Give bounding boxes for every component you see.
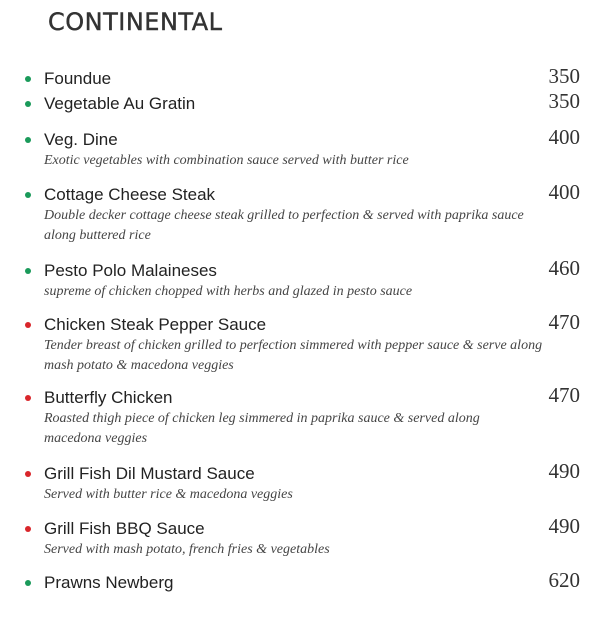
item-name: Foundue [44, 69, 112, 88]
veg-indicator-icon [25, 580, 31, 586]
item-price: 470 [548, 383, 580, 407]
item-name: Vegetable Au Gratin [44, 94, 196, 113]
item-description: Served with butter rice & macedona veggies [44, 487, 293, 502]
veg-indicator-icon [25, 101, 31, 107]
item-price: 620 [548, 568, 580, 592]
item-name: Veg. Dine [44, 130, 118, 149]
item-description: Tender breast of chicken grilled to perfection simmered with pepper sauce & serve along mash potato & macedona veggies [44, 338, 543, 373]
item-price: 350 [548, 89, 580, 113]
item-description: supreme of chicken chopped with herbs and glazed in pesto sauce [44, 284, 413, 299]
veg-indicator-icon [25, 192, 31, 198]
item-description: Served with mash potato, french fries & vegetables [44, 542, 330, 557]
item-price: 400 [548, 125, 580, 149]
veg-indicator-icon [25, 137, 31, 143]
veg-indicator-icon [25, 268, 31, 274]
nonveg-indicator-icon [25, 322, 31, 328]
item-name: Butterfly Chicken [44, 388, 173, 407]
item-name: Cottage Cheese Steak [44, 185, 216, 204]
item-price: 490 [548, 514, 580, 538]
item-name: Pesto Polo Malaineses [44, 261, 217, 280]
item-price: 490 [548, 459, 580, 483]
item-description: Double decker cottage cheese steak grilled to perfection & served with paprika sauce along buttered rice [44, 208, 524, 243]
nonveg-indicator-icon [25, 526, 31, 532]
item-name: Grill Fish Dil Mustard Sauce [44, 464, 255, 483]
item-price: 470 [548, 310, 580, 334]
item-price: 460 [548, 256, 580, 280]
nonveg-indicator-icon [25, 395, 31, 401]
veg-indicator-icon [25, 76, 31, 82]
nonveg-indicator-icon [25, 471, 31, 477]
item-name: Chicken Steak Pepper Sauce [44, 315, 267, 334]
item-price: 400 [548, 180, 580, 204]
item-name: Grill Fish BBQ Sauce [44, 519, 205, 538]
item-description: Roasted thigh piece of chicken leg simmered in paprika sauce & served along macedona veggies [44, 411, 480, 446]
item-name: Prawns Newberg [44, 573, 174, 592]
item-price: 350 [548, 64, 580, 88]
section-title: CONTINENTAL [48, 8, 223, 36]
item-description: Exotic vegetables with combination sauce served with butter rice [44, 153, 409, 168]
